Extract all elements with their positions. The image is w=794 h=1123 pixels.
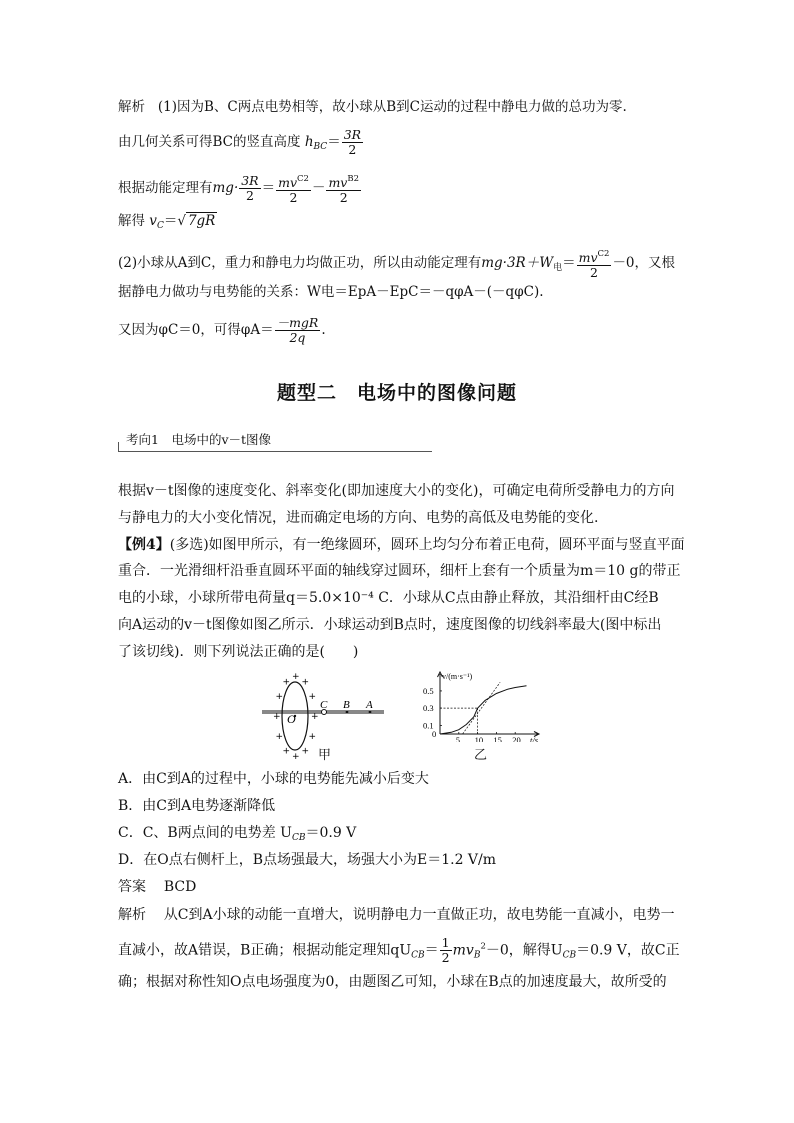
math-sub: CB [562, 950, 577, 961]
plus-charge: + [275, 692, 284, 702]
analysis-label: 解析 [118, 907, 146, 923]
numerator-sup: B2 [347, 174, 360, 184]
math-sub: C [156, 221, 164, 231]
numerator [326, 172, 361, 191]
math-expr: mg·3R＋W [481, 255, 554, 271]
text: 直减小，故A错误，B正确；根据动能定理知qU [118, 942, 412, 959]
analysis-top-line-6: 据静电力做功与电势能的关系：W电＝EpA－EpC＝－qφA－(－qφC). [118, 284, 544, 300]
math-sub: B [473, 950, 481, 961]
text: ＝ [424, 942, 439, 959]
numerator: 1 [441, 935, 450, 950]
fraction [239, 174, 260, 203]
plus-charge: + [282, 677, 291, 688]
example-tag: 【例4】 [118, 537, 170, 553]
math-sub: CB [291, 833, 306, 843]
fraction [326, 172, 361, 205]
text: ＝0.9 V [305, 825, 357, 841]
math-expr: mv [452, 942, 474, 959]
x-tick-label: 15 [493, 735, 502, 742]
analysis-bottom-line-1 [118, 905, 675, 925]
label-c: C [320, 699, 328, 711]
numerator-sup: C2 [297, 174, 309, 184]
analysis-bottom-line-2 [118, 936, 680, 966]
text: 根据动能定理有 [118, 180, 213, 196]
caption-yi: 乙 [474, 748, 488, 763]
example-line-5: 了该切线)．则下列说法正确的是( ) [118, 644, 359, 660]
math-expr: mg· [212, 180, 239, 196]
math-sup: 2 [480, 941, 486, 952]
analysis-top-line-3: 根据动能定理有mg· $\frac{3R}{2}$ ＝ $\frac{mv^{C2}}{2}$ － $\frac{mv^{B2}}{2}$ [118, 173, 360, 205]
fraction [276, 172, 311, 205]
y-tick-label: 0.3 [423, 703, 434, 714]
numerator-sup: C2 [597, 249, 610, 259]
option-a: A．由C到A的过程中，小球的电势能先减小后变大 [118, 771, 429, 787]
example-line-2: 重合．一光滑细杆沿垂直圆环平面的轴线穿过圆环，细杆上套有一个质量为m＝10 g的带正 [118, 563, 681, 579]
analysis-text: (1)因为B、C两点电势相等，故小球从B到C运动的过程中静电力做的总功为零. [157, 99, 627, 115]
x-tick-label: 10 [474, 735, 484, 742]
denominator: 2 [590, 265, 598, 280]
text: －0，又根 [612, 255, 676, 271]
fraction [275, 316, 321, 345]
answer-value: BCD [163, 879, 197, 895]
plus-charge: + [275, 732, 284, 742]
analysis-top-line-1 [118, 97, 627, 117]
math-sub: BC [313, 142, 328, 152]
v-t-curve [440, 686, 527, 734]
figure-yi-chart [404, 670, 544, 742]
label-a: A [366, 699, 373, 711]
plus-charge: + [308, 692, 317, 702]
plus-charge: + [301, 746, 310, 757]
caption-jia: 甲 [318, 748, 332, 763]
numerator-base: mv [328, 175, 348, 190]
analysis-top-line-7: 又因为φC＝0，可得φA＝ $\frac{\text{－mgR}}{2q}$ . [118, 315, 326, 345]
fraction [342, 128, 363, 157]
x-axis-label: t/s [530, 735, 539, 742]
example-line-3: 电的小球，小球所带电荷量q＝5.0×10⁻⁴ C．小球从C点由静止释放，其沿细杆由C经B [118, 590, 659, 606]
text: 从C到A小球的动能一直增大，说明静电力一直做正功，故电势能一直减小，电势一 [163, 907, 675, 923]
answer-line [118, 877, 196, 897]
denominator: 2 [441, 950, 450, 965]
text: (2)小球从A到C，重力和静电力均做正功，所以由动能定理有 [118, 255, 482, 271]
point-b [346, 711, 349, 714]
fraction [440, 936, 452, 965]
numerator-base: mv [278, 175, 298, 190]
denominator: 2 [245, 188, 254, 203]
y-tick-label: 0.1 [423, 720, 434, 731]
text: C．C、B两点间的电势差 U [118, 825, 292, 841]
plus-charge: + [301, 677, 310, 688]
section-title: 题型二 电场中的图像问题 [276, 382, 517, 404]
math-symbol: v [149, 213, 157, 229]
answer-label: 答案 [118, 879, 146, 895]
kaoxiang-mark [118, 442, 119, 452]
math-sub: CB [411, 950, 425, 961]
denominator: 2 [289, 190, 298, 205]
option-b: B．由C到A电势逐渐降低 [118, 798, 276, 814]
plus-charge: + [273, 712, 281, 722]
label-b: B [343, 699, 350, 711]
example-line-1 [118, 535, 685, 555]
numerator: 3R [343, 127, 362, 142]
option-d: D．在O点右侧杆上，B点场强最大，场强大小为E＝1.2 V/m [118, 852, 497, 868]
analysis-top-line-2: 由几何关系可得BC的竖直高度 $h_{BC}=$ $\frac{3R}{2}$ [118, 127, 362, 157]
text: 由几何关系可得BC的竖直高度 [118, 134, 301, 150]
x-tick-label: 5 [455, 735, 461, 742]
origin-label: 0 [432, 729, 437, 739]
intro-line-1: 根据v－t图像的速度变化、斜率变化(即加速度大小的变化)，可确定电荷所受静电力的方向 [118, 483, 675, 499]
analysis-bottom-line-3: 确；根据对称性知O点电场强度为0，由题图乙可知，小球在B点的加速度最大，故所受的 [118, 974, 667, 990]
plus-charge: + [308, 732, 317, 742]
kaoxiang-header [118, 428, 432, 452]
denominator: 2q [289, 330, 306, 345]
plus-charge: + [282, 746, 291, 757]
analysis-top-line-5: (2)小球从A到C，重力和静电力均做正功，所以由动能定理有$mg\cdot 3R+W_电=$ $\frac{mv^{C2}}{2}$ －0，又根 [118, 249, 676, 280]
text: －0，解得U [485, 942, 563, 959]
numerator: －mgR [276, 315, 319, 330]
text: 又因为φC＝0，可得φA＝ [118, 322, 274, 338]
denominator: 2 [348, 142, 357, 157]
text: ＝0.9 V，故C正 [576, 942, 680, 959]
analysis-label: 解析 [118, 99, 145, 115]
math-sub: 电 [553, 263, 563, 273]
numerator: 3R [241, 173, 259, 188]
numerator [577, 247, 612, 266]
point-a [369, 711, 372, 714]
fraction [577, 247, 612, 280]
numerator [276, 172, 311, 191]
x-tick-label: 20 [512, 735, 521, 742]
kaoxiang-underline [118, 451, 432, 452]
plus-charge: + [292, 672, 300, 682]
intro-line-2: 与静电力的大小变化情况，进而确定电场的方向、电势的高低及电势能的变化. [118, 510, 599, 526]
analysis-top-line-4: 解得 $v_C=√$ 7gR [118, 213, 216, 231]
plus-charge: + [311, 712, 319, 722]
ring-charges [273, 672, 319, 762]
option-c [118, 823, 356, 848]
y-axis-label: v/(m·s⁻¹) [442, 672, 473, 681]
y-tick-label: 0.5 [423, 685, 434, 696]
example-line-4: 向A运动的v－t图像如图乙所示．小球运动到B点时，速度图像的切线斜率最大(图中标出 [118, 617, 662, 633]
plus-charge: + [292, 752, 300, 762]
math-symbol: h [304, 134, 314, 150]
label-o: O [287, 712, 296, 726]
radicand: 7gR [187, 213, 216, 229]
kaoxiang-text: 考向1 电场中的v－t图像 [126, 432, 272, 447]
text: 解得 [118, 213, 145, 229]
denominator: 2 [339, 190, 348, 205]
numerator-base: mv [578, 250, 598, 265]
text: (多选)如图甲所示，有一绝缘圆环，圆环上均匀分布着正电荷，圆环平面与竖直平面 [169, 537, 685, 553]
